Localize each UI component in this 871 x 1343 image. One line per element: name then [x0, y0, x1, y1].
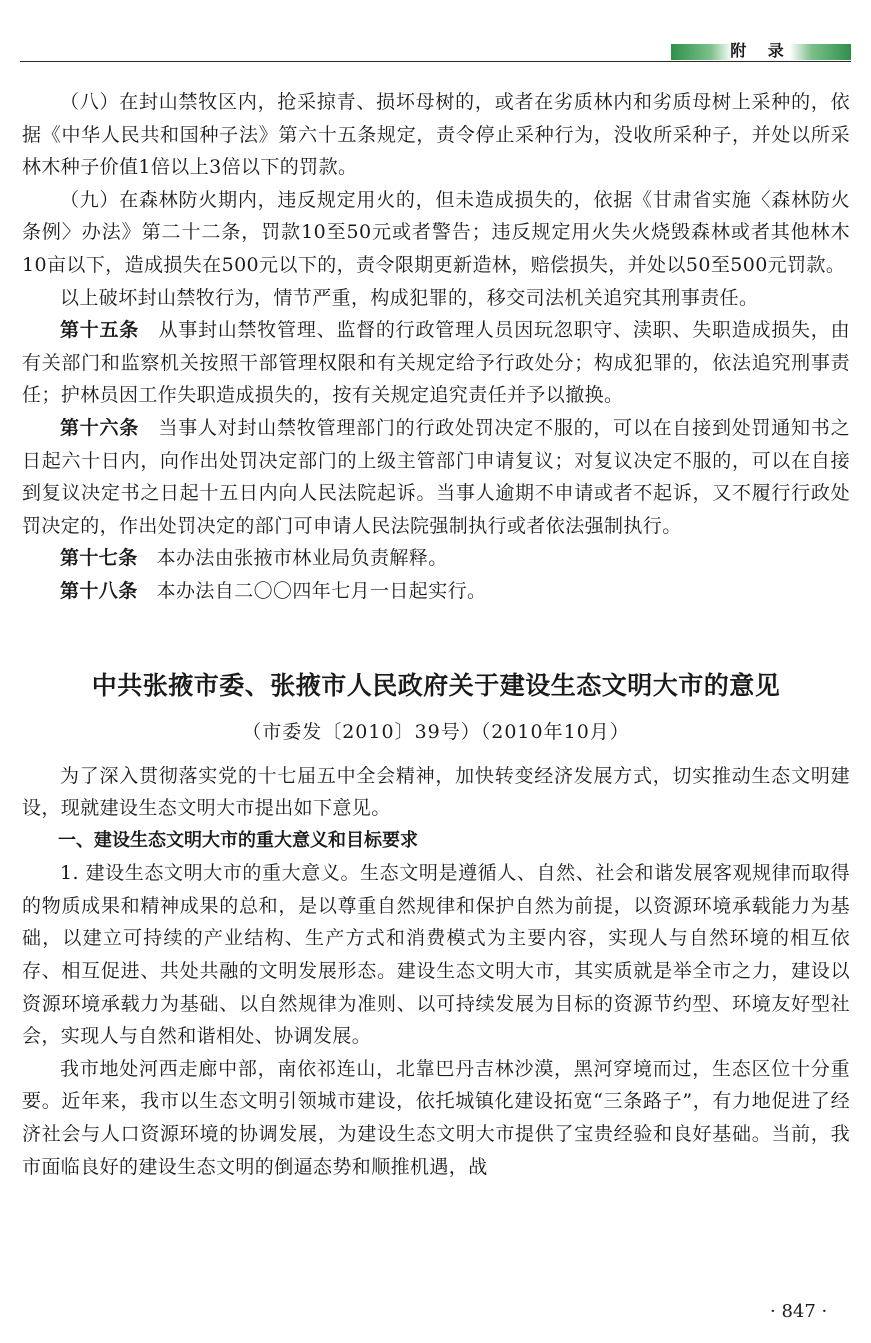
page-content [22, 86, 850, 1183]
article-text: 本办法由张掖市林业局负责解释。 [156, 547, 448, 570]
section-label: 附 录 [730, 41, 792, 60]
article-label: 第十六条 [60, 416, 140, 439]
article-text: 当事人对封山禁牧管理部门的行政处罚决定不服的，可以在自接到处罚通知书之日起六十日内，向作出处罚决定部门的上级主管部门申请复议；对复议决定不服的，可以在自接到复议决定书之日起十五日内向人民法院起诉。当事人逾期不申请或者不起诉，又不履行行政处罚决定的，作出处罚决定的部门可申请人民法院强制执行或者依法强制执行。 [22, 416, 850, 537]
page-number: · 847 · [770, 1301, 828, 1322]
paragraph-item-8: （八）在封山禁牧区内，抢采掠青、损坏母树的，或者在劣质林内和劣质母树上采种的，依据《中华人民共和国种子法》第六十五条规定，责令停止采种行为，没收所采种子，并处以所采林木种子价值1倍以上3倍以下的罚款。 [22, 91, 850, 179]
header-rule [20, 61, 851, 62]
article-text: 本办法自二〇〇四年七月一日起实行。 [156, 579, 487, 602]
article-16 [22, 412, 850, 542]
body-paragraph-2: 我市地处河西走廊中部，南依祁连山，北靠巴丹吉林沙漠，黑河穿境而过，生态区位十分重要。近年来，我市以生态文明引领城市建设，依托城镇化建设拓宽“三条路子”，有力地促进了经济社会与人口资源环境的协调发展，为建设生态文明大市提供了宝贵经验和良好基础。当前，我市面临良好的建设生态文明的倒逼态势和顺推机遇，战 [22, 1057, 850, 1178]
article-18 [22, 575, 850, 608]
paragraph-summary: 以上破坏封山禁牧行为，情节严重，构成犯罪的，移交司法机关追究其刑事责任。 [60, 286, 759, 309]
intro-paragraph: 为了深入贯彻落实党的十七届五中全会精神，加快转变经济发展方式，切实推动生态文明建设，现就建设生态文明大市提出如下意见。 [22, 764, 850, 820]
document-subtitle: （市委发〔2010〕39号）（2010年10月） [242, 720, 630, 743]
article-15 [22, 314, 850, 412]
article-text: 从事封山禁牧管理、监督的行政管理人员因玩忽职守、渎职、失职造成损失，由有关部门和监察机关按照干部管理权限和有关规定给予行政处分；构成犯罪的，依法追究刑事责任；护林员因工作失职造成损失的，按有关规定追究责任并予以撤换。 [22, 319, 850, 407]
section-heading: 一、建设生态文明大市的重大意义和目标要求 [58, 829, 418, 851]
article-label: 第十七条 [60, 547, 138, 570]
document-title: 中共张掖市委、张掖市人民政府关于建设生态文明大市的意见 [91, 670, 781, 700]
article-17 [22, 542, 850, 575]
paragraph-item-9: （九）在森林防火期内，违反规定用火的，但未造成损失的，依据《甘肃省实施〈森林防火条例〉办法》第二十二条，罚款10至50元或者警告；违反规定用火失火烧毁森林或者其他林木10亩以下，造成损失在500元以下的，责令限期更新造林，赔偿损失，并处以50至500元罚款。 [22, 188, 850, 276]
article-label: 第十五条 [60, 319, 140, 342]
article-label: 第十八条 [60, 579, 138, 602]
body-paragraph-1: 1. 建设生态文明大市的重大意义。生态文明是遵循人、自然、社会和谐发展客观规律而取得的物质成果和精神成果的总和，是以尊重自然规律和保护自然为前提，以资源环境承载能力为基础，以建立可持续的产业结构、生产方式和消费模式为主要内容，实现人与自然环境的相互依存、相互促进、共处共融的文明发展形态。建设生态文明大市，其实质就是举全市之力，建设以资源环境承载力为基础、以自然规律为准则、以可持续发展为目标的资源节约型、环境友好型社会，实现人与自然和谐相处、协调发展。 [22, 862, 850, 1048]
